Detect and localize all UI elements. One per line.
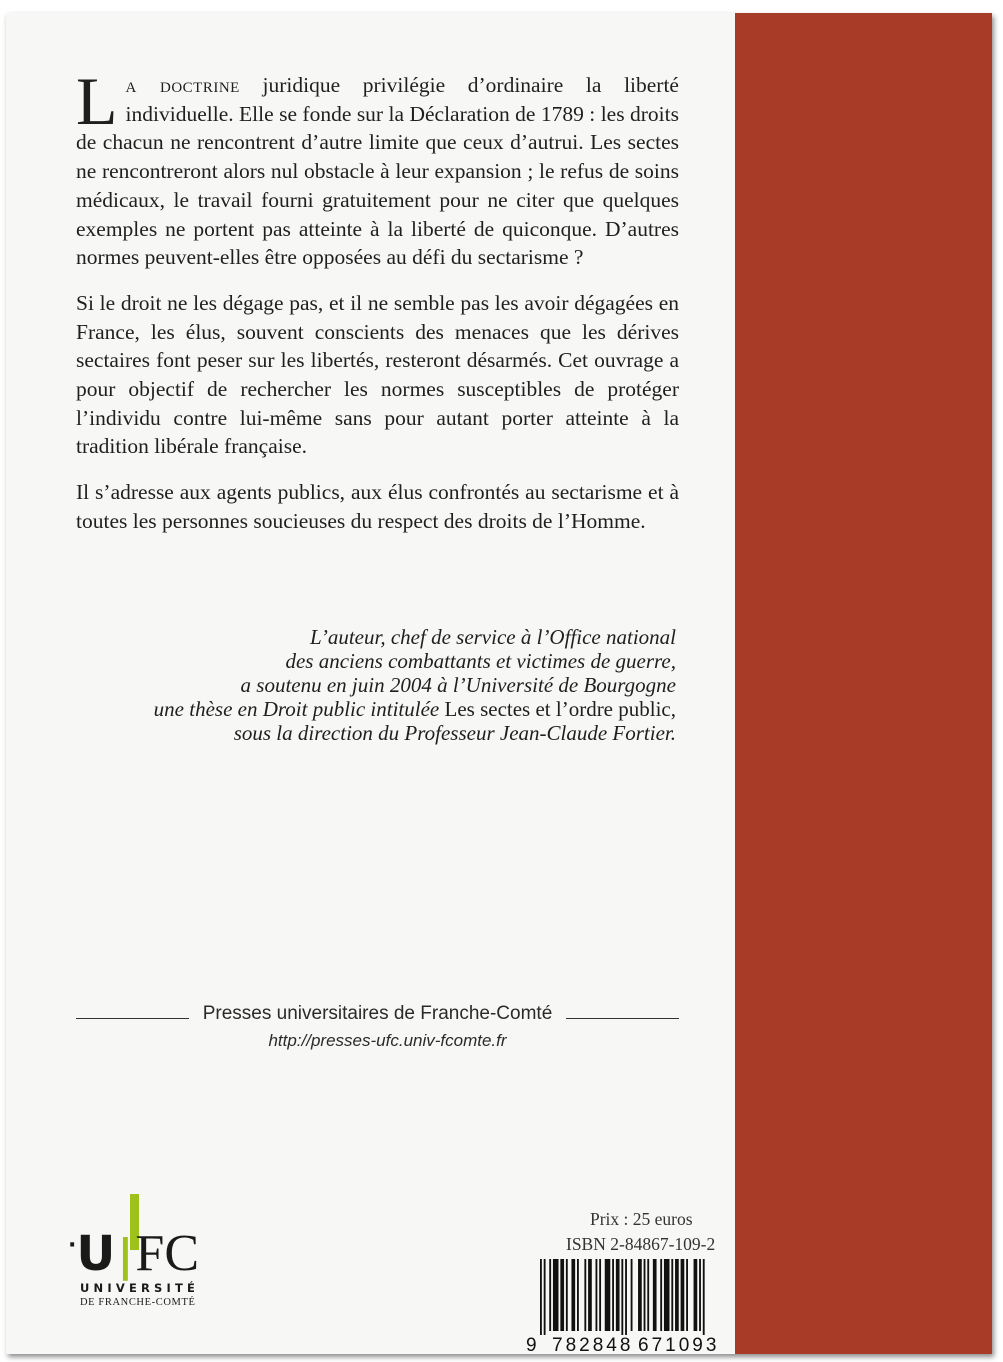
barcode-bar [566,1259,568,1331]
barcode-bar [553,1259,559,1331]
barcode-bar [699,1259,701,1331]
barcode-bar [605,1259,611,1331]
barcode-bar [621,1259,623,1335]
barcode-bar [560,1259,564,1331]
blurb-paragraph-2: Si le droit ne les dégage pas, et il ne semble pas les avoir dégagées en France, les élus, souvent conscients des menaces que les dérives sectaires font peser sur les libertés, resteront désarmés. Cet ouvrage a pour objectif de rechercher les normes susceptibles de protéger l’individu contre lui-même sans pour autant porter atteinte à la tradition libérale française. [76,290,679,459]
book-back-cover [6,13,992,1354]
barcode-bar [549,1259,551,1331]
barcode-right-group: 671093 [638,1335,720,1354]
barcode-first-digit: 9 [526,1335,537,1354]
barcode-bar [694,1259,698,1331]
logo-line-universite: UNIVERSITÉ [80,1281,200,1295]
barcode-bar [631,1259,633,1331]
barcode [526,1259,726,1354]
barcode-bar [686,1259,688,1331]
barcode-bar [681,1259,685,1331]
logo-letters: ·U|FC [68,1225,200,1282]
barcode-left-group: 782848 [552,1335,634,1354]
drop-cap: L [76,63,118,139]
barcode-bar [616,1259,620,1331]
publisher-rule-right [566,1018,679,1019]
barcode-bar [612,1259,614,1331]
bio-line-1: L’auteur, chef de service à l’Office national [309,625,676,649]
barcode-bar [653,1259,657,1331]
bio-line-5: sous la direction du Professeur Jean-Claude Fortier. [233,721,676,745]
publisher-line [76,1003,679,1025]
thesis-title: Les sectes et l’ordre public, [444,697,676,721]
barcode-bar [647,1259,649,1331]
barcode-bar [638,1259,642,1331]
barcode-bar [664,1259,670,1331]
barcode-bar [588,1259,592,1331]
bio-line-2: des anciens combattants et victimes de guerre, [285,649,676,673]
blurb-paragraph-3: Il s’adresse aux agents publics, aux élus confrontés au sectarisme et à toutes les personnes soucieuses du respect des droits de l’Homme. [76,480,679,533]
barcode-bar [577,1259,579,1331]
author-bio [46,625,676,745]
barcode-bar [571,1259,575,1331]
barcode-bars [526,1259,726,1335]
publisher-name: Presses universitaires de Franche-Comté [202,1003,553,1024]
blurb-paragraph-1-body: juridique privilégie d’ordinaire la liberté individuelle. Elle se fonde sur la Déclaration de 1789 : les droits de chacun ne rencontrent d’autre limite que ceux d’autrui. Les sectes ne rencontreront alors nul obstacle à leur expansion ; le refus de soins médicaux, le travail fourni gratuitement pour ne citer que quelques exemples ne portent pas atteinte à la liberté de quiconque. D’autres normes peuvent-elles être opposées au défi du sectarisme ? [76,73,679,270]
publisher-block [76,1003,679,1051]
publisher-url: http://presses-ufc.univ-fcomte.fr [268,1031,507,1050]
publisher-rule-left [76,1018,189,1019]
price-isbn-block [566,1207,715,1257]
barcode-bar [660,1259,662,1331]
barcode-bar [599,1259,601,1331]
isbn-text: ISBN 2-84867-109-2 [566,1234,716,1254]
bio-line-4-italic: une thèse en Droit public intitulée [153,697,440,721]
logo-letters-fc: FC [135,1225,200,1282]
barcode-bar [675,1259,679,1331]
barcode-bar [584,1259,586,1331]
ufc-logo [68,1183,238,1313]
barcode-bar [544,1259,546,1335]
blurb-text [76,63,679,553]
logo-line-franche-comte: DE FRANCHE-COMTÉ [80,1297,196,1308]
barcode-bar [540,1259,542,1335]
bio-line-3: a soutenu en juin 2004 à l’Université de Bourgogne [240,673,676,697]
bio-line-4 [46,697,676,721]
barcode-bar [625,1259,627,1335]
blurb-paragraph-1 [76,63,679,272]
barcode-bar [671,1259,673,1331]
barcode-bar [703,1259,705,1335]
logo-letter-u: U [76,1226,116,1282]
blurb-lead-smallcaps: a doctrine [125,73,240,97]
red-spine-band [735,13,992,1354]
price-text: Prix : 25 euros [590,1209,693,1229]
barcode-bar [596,1259,598,1331]
barcode-bar [644,1259,646,1331]
